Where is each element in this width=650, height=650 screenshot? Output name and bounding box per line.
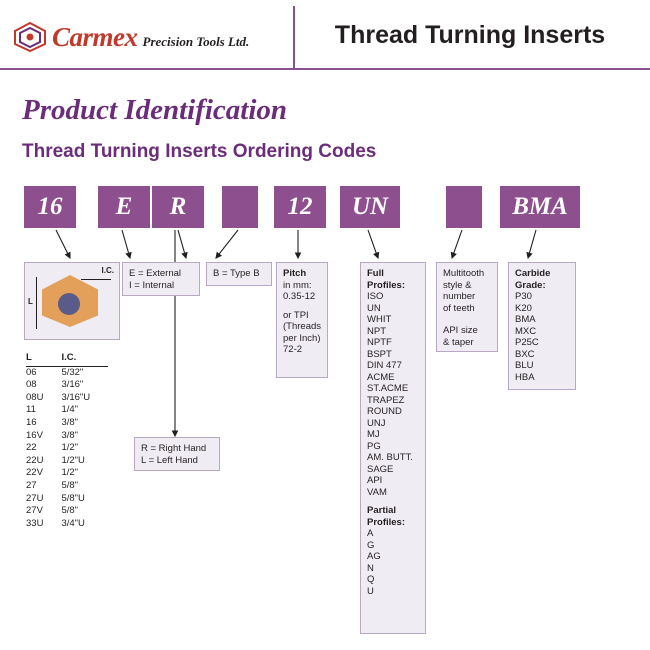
callout-pitch bbox=[276, 262, 328, 378]
code-box-hand: R bbox=[152, 186, 204, 228]
table-cell: 16V bbox=[26, 429, 43, 441]
carmex-logo-icon bbox=[14, 22, 46, 52]
table-cell: 3/8" bbox=[61, 429, 79, 441]
list-item: TRAPEZ bbox=[367, 394, 405, 406]
table-row bbox=[26, 480, 108, 493]
callout-line: number bbox=[443, 291, 476, 302]
callout-title: Pitch bbox=[283, 268, 307, 279]
insert-l-label: L bbox=[28, 297, 33, 306]
code-box-type bbox=[222, 186, 258, 228]
table-cell: 3/16" bbox=[61, 379, 84, 391]
list-item: WHIT bbox=[367, 314, 392, 325]
table-row bbox=[26, 442, 108, 455]
table-cell: 1/2"U bbox=[61, 454, 85, 466]
table-header-row bbox=[26, 352, 108, 366]
list-item: BXC bbox=[515, 348, 535, 360]
list-item: BMA bbox=[515, 314, 536, 325]
list-item: UNJ bbox=[367, 417, 386, 429]
callout-title-partial-profiles: Partial Profiles: bbox=[367, 505, 406, 528]
table-row bbox=[26, 455, 108, 468]
table-row bbox=[26, 467, 108, 480]
code-box-profile: UN bbox=[340, 186, 400, 228]
size-table bbox=[26, 352, 108, 530]
list-item: NPT bbox=[367, 325, 386, 337]
code-box-size: 16 bbox=[24, 186, 76, 228]
callout-title-full-profiles: Full Profiles: bbox=[367, 268, 406, 291]
table-cell: 3/8" bbox=[61, 416, 79, 428]
table-cell: 22U bbox=[26, 454, 44, 466]
code-box-multitooth bbox=[446, 186, 482, 228]
list-item: VAM bbox=[367, 486, 387, 498]
list-item: K20 bbox=[515, 302, 532, 314]
code-box-pitch: 12 bbox=[274, 186, 326, 228]
list-item: AM. BUTT. bbox=[367, 452, 413, 463]
list-item: UN bbox=[367, 302, 381, 314]
table-cell: 5/8" bbox=[61, 479, 79, 491]
callout-line: (Threads bbox=[283, 321, 322, 332]
page-header-title: Thread Turning Inserts bbox=[334, 21, 606, 49]
table-header-ic: I.C. bbox=[61, 352, 108, 366]
table-cell: 06 bbox=[26, 366, 37, 378]
callout-line: style & bbox=[443, 279, 472, 291]
table-cell: 1/2" bbox=[61, 442, 79, 454]
list-item: P25C bbox=[515, 337, 539, 348]
table-row bbox=[26, 404, 108, 417]
list-item: P30 bbox=[515, 291, 532, 302]
table-cell: 5/8" bbox=[61, 505, 79, 517]
list-item: NPTF bbox=[367, 337, 392, 348]
code-box-grade: BMA bbox=[500, 186, 580, 228]
callout-line: 72-2 bbox=[283, 344, 303, 355]
callout-line: 0.35-12 bbox=[283, 291, 316, 302]
insert-illustration bbox=[24, 262, 120, 340]
table-cell: 1/2" bbox=[61, 467, 79, 479]
table-cell: 08U bbox=[26, 391, 44, 403]
table-row bbox=[26, 518, 108, 531]
list-item: A bbox=[367, 528, 374, 539]
callout-line: E = External bbox=[129, 268, 182, 279]
insert-length-dimension bbox=[36, 277, 37, 329]
list-item: ISO bbox=[367, 291, 384, 302]
list-item: ACME bbox=[367, 371, 395, 383]
list-item: G bbox=[367, 539, 375, 551]
table-cell: 27U bbox=[26, 492, 44, 504]
callout-title-carbide: Carbide Grade: bbox=[515, 268, 551, 291]
callout-line: of teeth bbox=[443, 302, 475, 314]
list-item: AG bbox=[367, 551, 381, 562]
list-item: ST.ACME bbox=[367, 383, 409, 394]
brand-name: Carmex bbox=[52, 21, 138, 52]
insert-ic-label: I.C. bbox=[101, 266, 114, 275]
code-box-internal-external: E bbox=[98, 186, 150, 228]
callout-line: Multitooth bbox=[443, 268, 485, 279]
insert-hole-icon bbox=[58, 293, 80, 315]
table-row bbox=[26, 392, 108, 405]
page-title: Product Identification bbox=[22, 94, 288, 126]
list-item: MXC bbox=[515, 325, 537, 337]
table-row bbox=[26, 417, 108, 430]
table-cell: 11 bbox=[26, 404, 36, 416]
list-item: U bbox=[367, 585, 374, 597]
page-subtitle: Thread Turning Inserts Ordering Codes bbox=[22, 141, 377, 162]
list-item: MJ bbox=[367, 429, 380, 440]
callout-type-b bbox=[206, 262, 272, 286]
callout-line: R = Right Hand bbox=[141, 443, 207, 454]
table-cell: 5/32" bbox=[61, 366, 84, 378]
callout-line: & taper bbox=[443, 336, 474, 348]
table-cell: 1/4" bbox=[61, 404, 79, 416]
callout-line: or TPI bbox=[283, 309, 309, 321]
list-item: ROUND bbox=[367, 406, 402, 417]
insert-ic-dimension bbox=[81, 279, 111, 280]
list-item: SAGE bbox=[367, 463, 394, 475]
table-row bbox=[26, 366, 108, 379]
list-item: PG bbox=[367, 440, 381, 452]
callout-line: L = Left Hand bbox=[141, 454, 198, 466]
brand-logo bbox=[14, 22, 249, 52]
table-cell: 16 bbox=[26, 416, 37, 428]
table-row bbox=[26, 379, 108, 392]
table-cell: 3/16"U bbox=[61, 391, 91, 403]
callout-hand-direction bbox=[134, 437, 220, 471]
callout-line: per Inch) bbox=[283, 332, 321, 344]
table-header-l: L bbox=[26, 352, 61, 366]
callout-line: API size bbox=[443, 325, 478, 336]
table-cell: 22 bbox=[26, 442, 37, 454]
callout-line: B = Type B bbox=[213, 268, 260, 279]
table-row bbox=[26, 430, 108, 443]
table-cell: 33U bbox=[26, 517, 44, 529]
list-item: API bbox=[367, 475, 383, 486]
table-cell: 3/4"U bbox=[61, 517, 85, 529]
table-cell: 08 bbox=[26, 379, 37, 391]
callout-line: I = Internal bbox=[129, 279, 175, 291]
table-cell: 5/8"U bbox=[61, 492, 85, 504]
callout-carbide-grade bbox=[508, 262, 576, 390]
callout-line: in mm: bbox=[283, 279, 312, 291]
table-cell: 27V bbox=[26, 505, 43, 517]
list-item: HBA bbox=[515, 371, 535, 383]
list-item: BLU bbox=[515, 360, 534, 371]
list-item: BSPT bbox=[367, 348, 392, 360]
table-row bbox=[26, 505, 108, 518]
list-item: Q bbox=[367, 574, 375, 585]
callout-multitooth bbox=[436, 262, 498, 352]
header-divider bbox=[293, 6, 295, 68]
list-item: DIN 477 bbox=[367, 360, 402, 371]
page-header bbox=[0, 0, 650, 70]
brand-tagline: Precision Tools Ltd. bbox=[142, 33, 250, 49]
callout-profiles bbox=[360, 262, 426, 634]
list-item: N bbox=[367, 562, 374, 574]
table-cell: 27 bbox=[26, 479, 37, 491]
table-row bbox=[26, 493, 108, 506]
table-cell: 22V bbox=[26, 467, 43, 479]
callout-internal-external bbox=[122, 262, 200, 296]
